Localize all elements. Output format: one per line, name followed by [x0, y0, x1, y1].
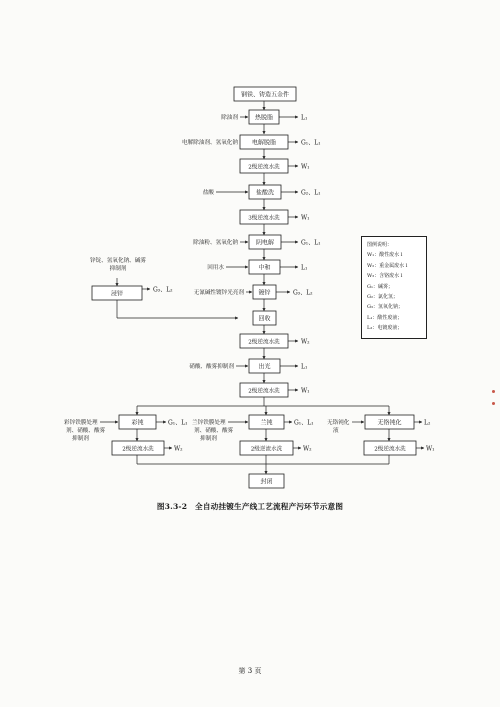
output-label: W₁	[301, 387, 310, 395]
box-hot-degrease	[249, 110, 279, 124]
output-label: G₃、L₂	[293, 289, 313, 297]
box-rinse-a	[112, 441, 164, 455]
input-label: 锌锭、氢氧化钠、碱雾	[90, 258, 146, 264]
box-neutralize	[249, 260, 280, 274]
box-passivate-blue	[249, 415, 284, 429]
legend-item: L₁：酸性废液；	[367, 314, 403, 321]
box-zinc-dip	[92, 286, 142, 300]
output-label: G₂、L₁	[301, 189, 321, 197]
output-label: L₂	[424, 419, 431, 427]
svg-text:浸锌: 浸锌	[110, 290, 124, 298]
page-number: 第 3 页	[238, 667, 262, 675]
box-passivate-color	[119, 415, 156, 429]
svg-text:无铬钝化: 无铬钝化	[377, 419, 402, 427]
box-pickle	[249, 185, 281, 199]
input-label: 彩锌铁膜处理	[64, 420, 98, 426]
output-label: W₁	[426, 445, 435, 453]
output-label: G₃、L₂	[153, 286, 173, 294]
input-label: 抑制剂	[200, 436, 217, 442]
box-input	[234, 87, 296, 101]
output-label: W₂	[301, 338, 310, 346]
input-label: 液	[333, 428, 339, 434]
box-recover	[253, 311, 276, 325]
svg-text:2级逆流水洗: 2级逆流水洗	[122, 446, 154, 453]
svg-text:3级逆流水洗: 3级逆流水洗	[248, 215, 280, 222]
box-rinse-c	[364, 441, 416, 455]
output-label: L₁	[301, 264, 308, 272]
box-rinse-3	[240, 334, 288, 348]
input-label: 除油剂	[221, 115, 238, 121]
box-seal	[249, 474, 284, 488]
box-passivate-chromefree	[365, 415, 414, 429]
input-label: 无铬钝化	[327, 420, 350, 426]
input-label: 电解除油剂、氢氧化钠	[182, 140, 238, 146]
legend-box	[361, 236, 427, 339]
input-label: 回用水	[207, 265, 224, 271]
output-label: L₁	[301, 114, 308, 122]
box-rinse-1	[240, 159, 288, 173]
input-label: 兰锌铁膜处理	[192, 420, 226, 426]
legend-item: W₃：含铬废水 l	[367, 273, 403, 280]
input-label: 除油粉、氢氧化钠	[193, 240, 238, 246]
output-label: W₁	[301, 214, 310, 222]
svg-text:阴电解: 阴电解	[255, 239, 275, 247]
box-electro-degrease	[240, 135, 288, 149]
input-label: 抑制剂	[109, 266, 127, 272]
input-label: 剂、硝酸、酸雾	[66, 428, 106, 434]
legend-item: W₂：重金属废水 l	[367, 262, 408, 269]
box-zinc-plate	[253, 285, 276, 299]
output-label: W₂	[174, 445, 183, 453]
output-label: G₁、L₁	[301, 139, 321, 147]
svg-text:兰钝: 兰钝	[260, 419, 273, 427]
svg-text:电解脱脂: 电解脱脂	[251, 139, 277, 147]
svg-text:2级逆流水洗: 2级逆流水洗	[248, 339, 280, 346]
legend-item: G₂：氯化氢；	[367, 294, 398, 301]
legend-item: L₂：电镀废液；	[367, 325, 403, 332]
input-arrows	[100, 114, 364, 422]
svg-text:盐酸洗: 盐酸洗	[255, 189, 275, 197]
svg-text:2级逆流水洗: 2级逆流水洗	[248, 164, 280, 171]
svg-text:2级逆流水洗: 2级逆流水洗	[250, 446, 283, 453]
output-label: G₁、L₁	[168, 419, 188, 427]
scan-mark	[492, 390, 495, 393]
input-label: 抑制剂	[72, 436, 89, 442]
output-label: W₁	[301, 163, 310, 171]
svg-text:彩钝: 彩钝	[131, 419, 144, 427]
legend-item: W₁：酸性废水 l	[367, 252, 403, 259]
input-label: 无氰碱性镀锌光亮剂	[193, 290, 244, 296]
box-rinse-4	[240, 383, 288, 397]
output-label: L₁	[301, 363, 308, 371]
svg-text:中和: 中和	[258, 264, 271, 272]
legend-title: 图例说明：	[367, 242, 393, 248]
box-brighten	[249, 359, 280, 373]
legend-item: G₁：碱雾；	[367, 283, 393, 290]
svg-text:出光: 出光	[258, 363, 271, 371]
box-activate	[249, 235, 281, 249]
svg-text:回收: 回收	[258, 315, 271, 323]
box-rinse-b	[240, 441, 293, 455]
input-label: 硝酸、酸雾抑制剂	[189, 364, 234, 370]
input-label: 剂、硝酸、酸雾	[194, 428, 234, 434]
svg-text:热脱脂: 热脱脂	[254, 114, 274, 122]
input-label: 盐酸	[202, 190, 214, 196]
svg-text:封闭: 封闭	[260, 478, 273, 486]
svg-text:镀锌: 镀锌	[258, 289, 271, 297]
svg-text:钢铁、铸造五金件: 钢铁、铸造五金件	[240, 91, 290, 99]
output-label: W₂	[303, 445, 312, 453]
svg-text:2级逆流水洗: 2级逆流水洗	[374, 446, 406, 453]
svg-text:2级逆流水洗: 2级逆流水洗	[248, 388, 280, 395]
legend-item: G₃：氢氧化钠；	[367, 304, 403, 311]
figure-caption: 图3.3-2 全自动挂镀生产线工艺流程产污环节示意图	[156, 502, 344, 511]
output-label: G₁、L₁	[301, 239, 321, 247]
scan-mark	[492, 402, 495, 405]
output-label: G₁、L₁	[294, 419, 314, 427]
box-rinse-2	[240, 210, 288, 224]
